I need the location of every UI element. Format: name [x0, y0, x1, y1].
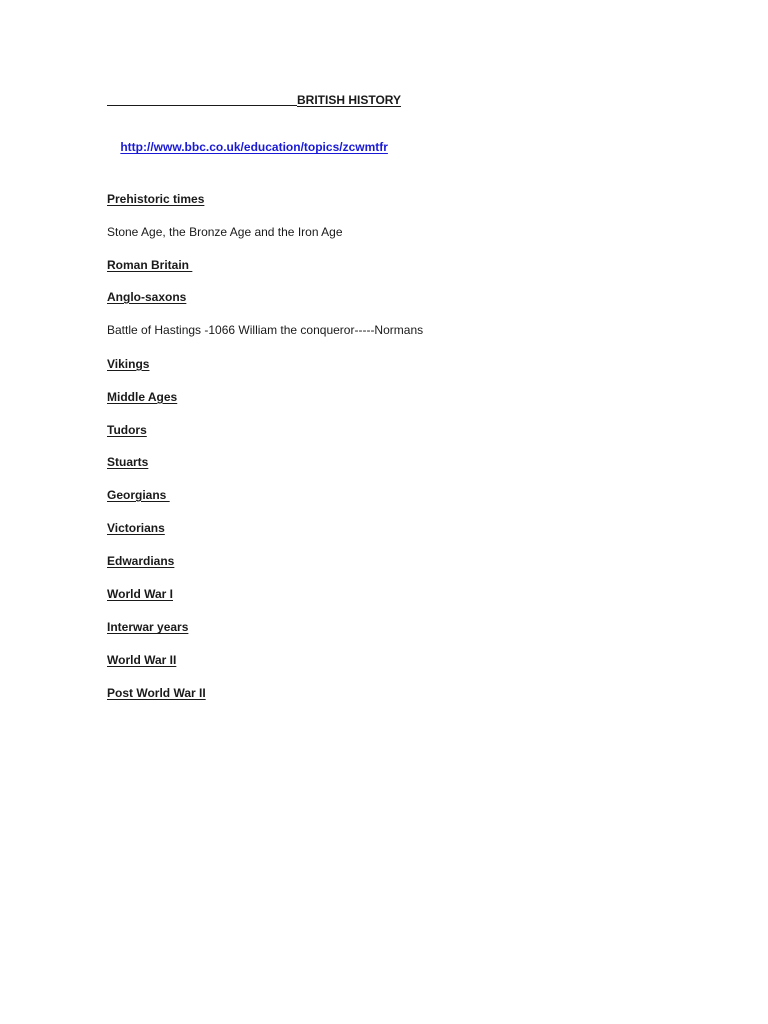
section-heading-world-war-ii: World War II [107, 653, 177, 667]
title-row [107, 93, 402, 107]
document-title: BRITISH HISTORY [297, 93, 402, 107]
section-heading-georgians: Georgians [107, 488, 170, 502]
link-line [107, 126, 388, 168]
section-heading-world-war-i: World War I [107, 587, 173, 601]
section-heading-post-world-war-ii: Post World War II [107, 686, 206, 700]
section-heading-tudors: Tudors [107, 423, 147, 437]
body-text-hastings: Battle of Hastings -1066 William the conqueror-----Normans [107, 323, 424, 337]
section-heading-prehistoric: Prehistoric times [107, 192, 205, 206]
section-heading-interwar-years: Interwar years [107, 620, 189, 634]
section-heading-middle-ages: Middle Ages [107, 390, 178, 404]
section-heading-victorians: Victorians [107, 521, 165, 535]
section-heading-anglo-saxons: Anglo-saxons [107, 290, 187, 304]
section-heading-vikings: Vikings [107, 357, 150, 371]
section-heading-roman-britain: Roman Britain [107, 258, 193, 272]
body-text-ages: Stone Age, the Bronze Age and the Iron Age [107, 225, 343, 239]
title-underline-rule [107, 105, 297, 106]
section-heading-edwardians: Edwardians [107, 554, 175, 568]
section-heading-stuarts: Stuarts [107, 455, 149, 469]
bbc-topic-link[interactable]: http://www.bbc.co.uk/education/topics/zcwmtfr [120, 140, 388, 154]
